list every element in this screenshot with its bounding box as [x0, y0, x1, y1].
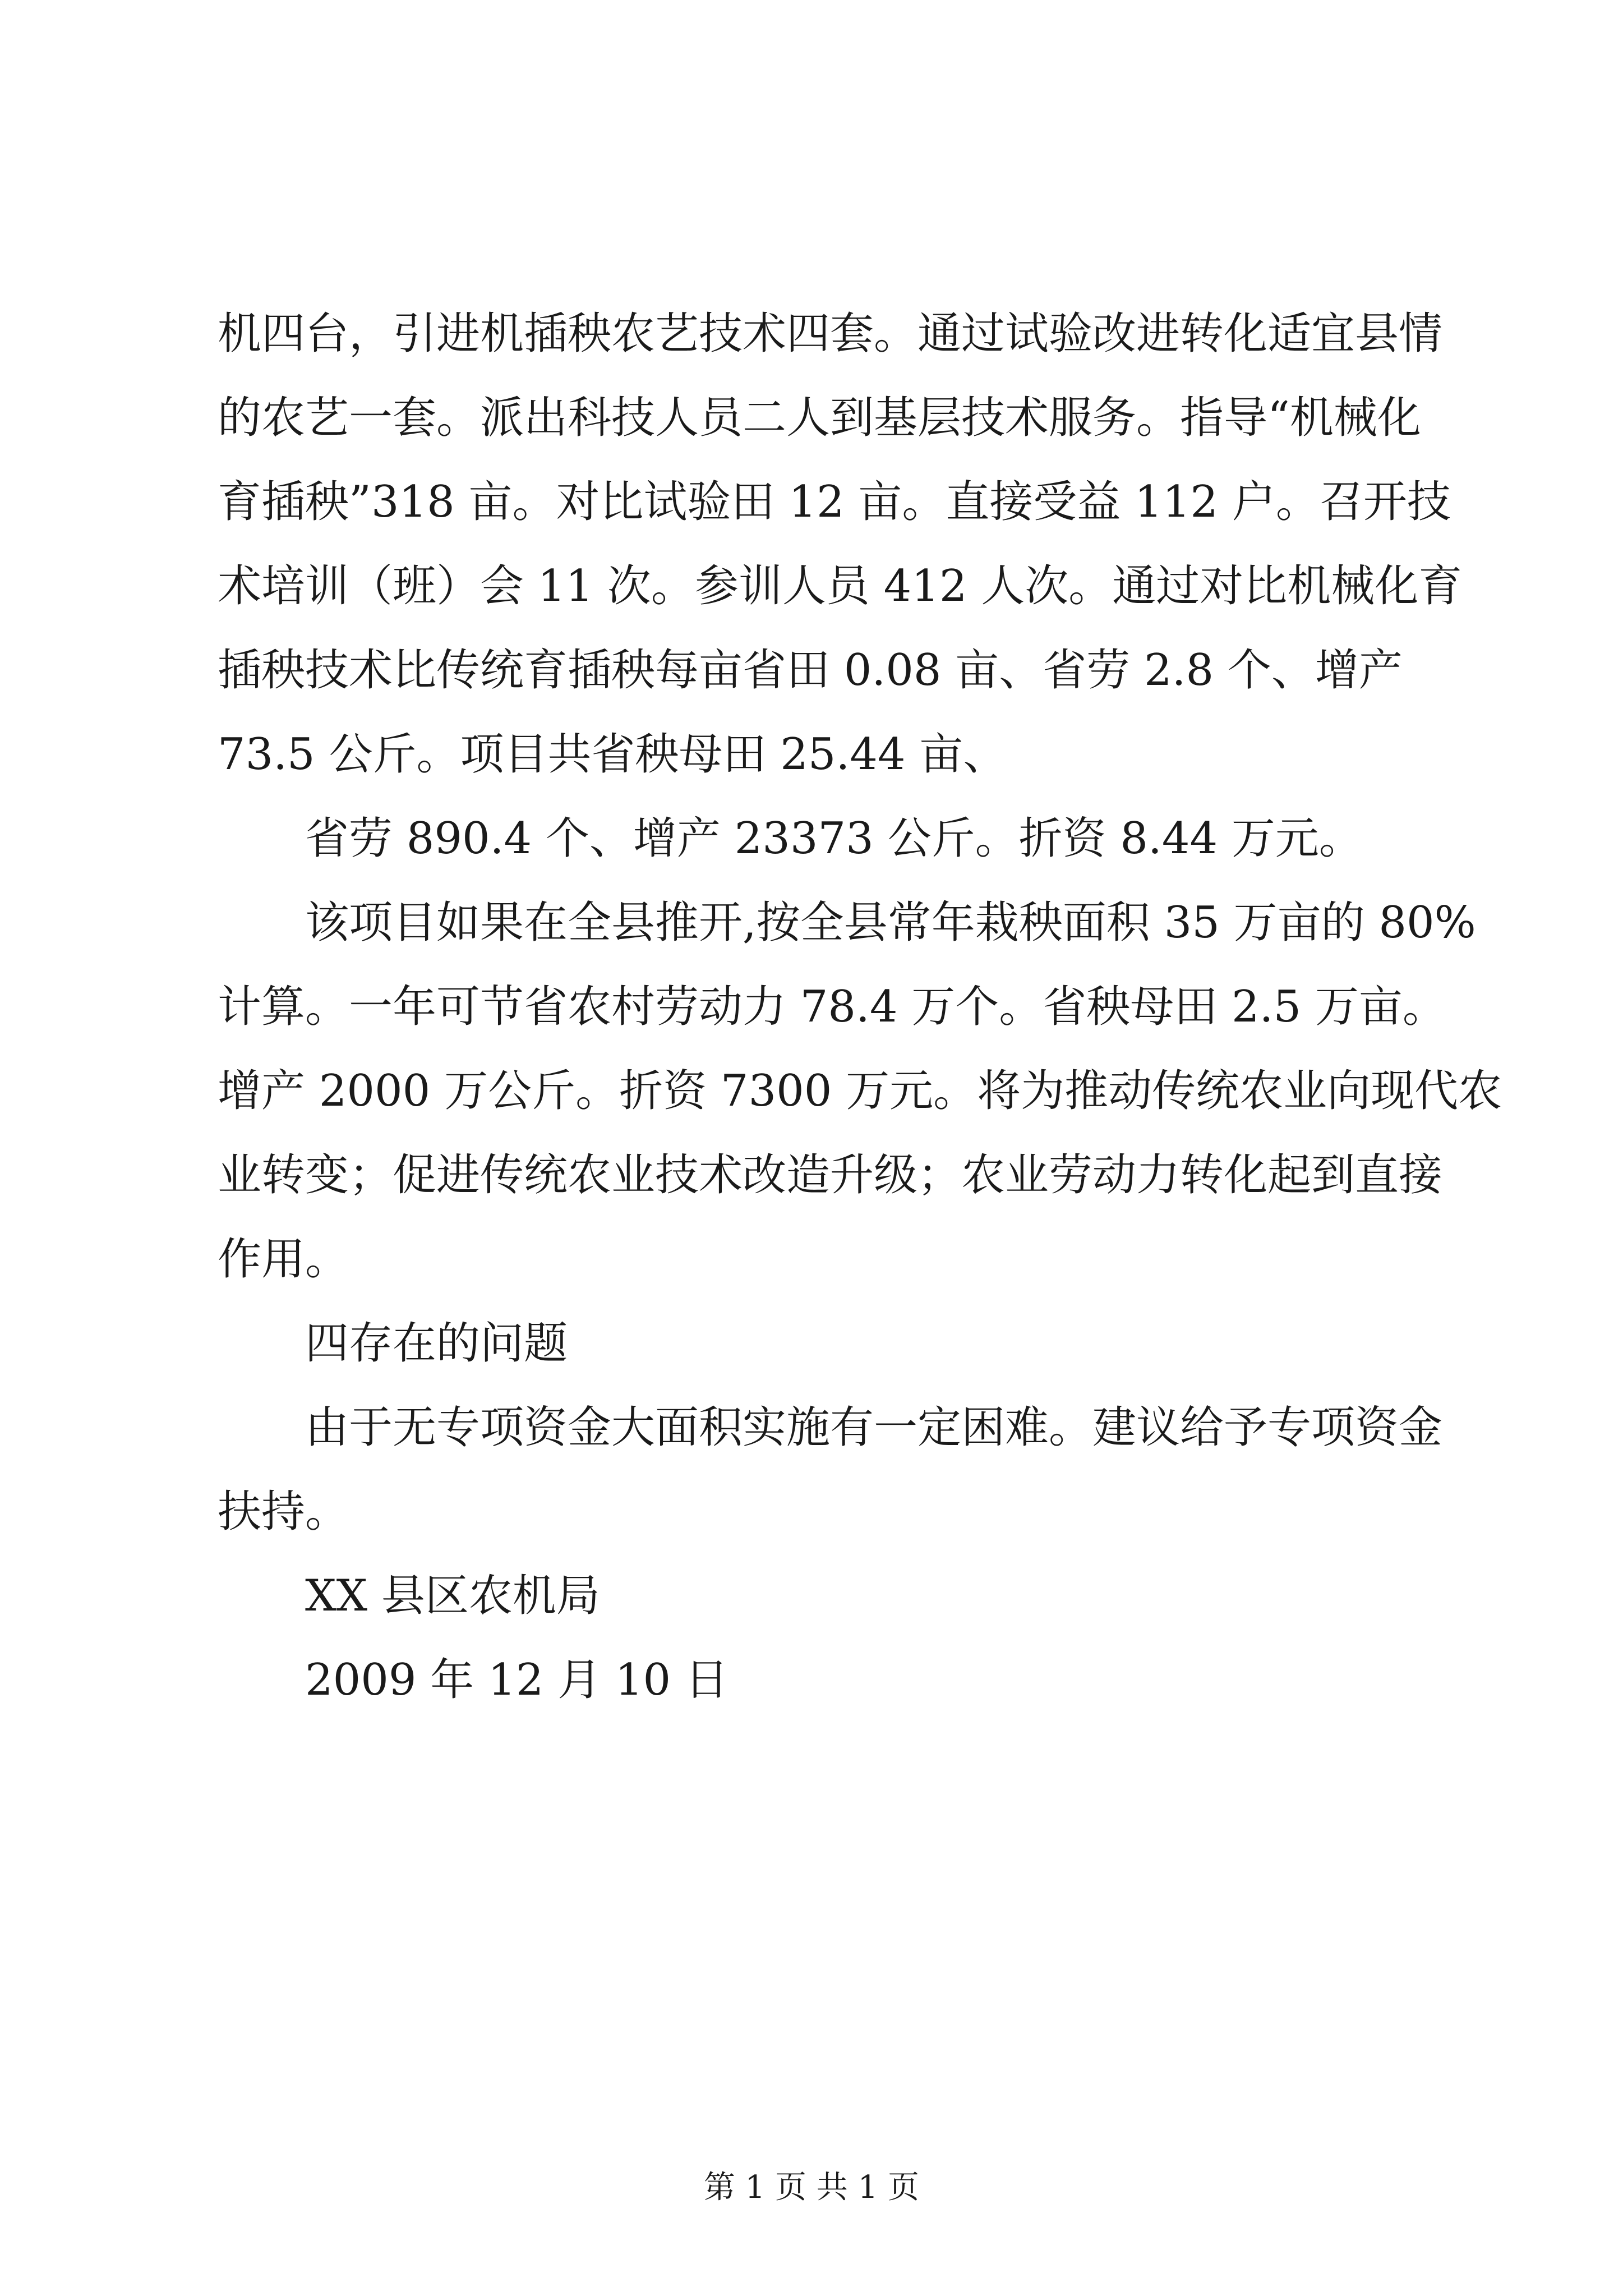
paragraph-1-line-2: 的农艺一套。派出科技人员二人到基层技术服务。指导“机械化: [218, 393, 1421, 443]
paragraph-1-line-4: 术培训（班）会 11 次。参训人员 412 人次。通过对比机械化育: [218, 561, 1463, 611]
paragraph-3-line-3: 增产 2000 万公斤。折资 7300 万元。将为推动传统农业向现代农: [218, 1066, 1502, 1116]
paragraph-3-line-1: 该项目如果在全县推开,按全县常年栽秧面积 35 万亩的 80%: [305, 898, 1476, 948]
page-number: 第 1 页 共 1 页: [703, 2169, 920, 2206]
paragraph-3-line-2: 计算。一年可节省农村劳动力 78.4 万个。省秧母田 2.5 万亩。: [218, 982, 1446, 1032]
paragraph-4-line-1: 由于无专项资金大面积实施有一定困难。建议给予专项资金: [305, 1402, 1443, 1453]
paragraph-2: 省劳 890.4 个、增产 23373 公斤。折资 8.44 万元。: [305, 813, 1363, 864]
section-heading: 四存在的问题: [305, 1318, 568, 1369]
paragraph-1-line-1: 机四台，引进机插秧农艺技术四套。通过试验改进转化适宜县情: [218, 309, 1443, 359]
document-body: [218, 292, 1502, 1722]
paragraph-3-line-5: 作用。: [218, 1234, 349, 1285]
paragraph-1-line-6: 73.5 公斤。项目共省秧母田 25.44 亩、: [218, 729, 1007, 780]
paragraph-4-line-2: 扶持。: [218, 1487, 349, 1537]
paragraph-1-line-5: 插秧技术比传统育插秧每亩省田 0.08 亩、省劳 2.8 个、增产: [218, 645, 1403, 696]
paragraph-3-line-4: 业转变；促进传统农业技术改造升级；农业劳动力转化起到直接: [218, 1150, 1443, 1200]
signature: XX 县区农机局: [305, 1571, 600, 1621]
page-footer: [0, 2165, 1623, 2210]
date: 2009 年 12 月 10 日: [305, 1655, 728, 1705]
paragraph-1-line-3: 育插秧”318 亩。对比试验田 12 亩。直接受益 112 户。召开技: [218, 477, 1451, 527]
